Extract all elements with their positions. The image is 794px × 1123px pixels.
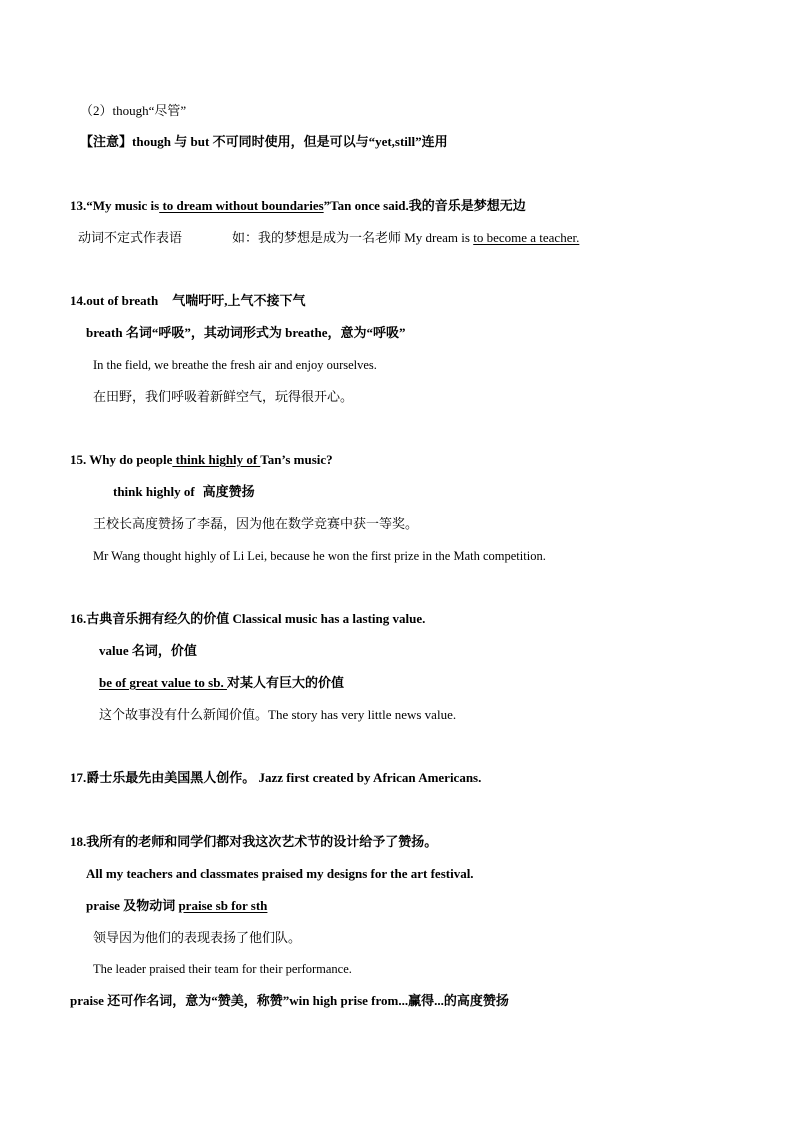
s15-example-cn: 王校长高度赞扬了李磊，因为他在数学竞赛中获一等奖。 xyxy=(93,516,419,531)
s16-phrase-underlined: be of great value to sb. xyxy=(99,675,227,690)
note-text: though 与 but 不可同时使用，但是可以与“yet,still”连用 xyxy=(132,134,448,149)
s13-example xyxy=(232,229,579,247)
s18-praise-line xyxy=(86,897,267,915)
s16-phrase-cn: 对某人有巨大的价值 xyxy=(226,675,344,690)
sentence-18-heading: 18.我所有的老师和同学们都对我这次艺术节的设计给予了赞扬。 xyxy=(70,834,438,849)
s14-breath-line: breath 名词“呼吸”，其动词形式为 breathe，意为“呼吸” xyxy=(86,325,406,340)
though-item: （2）though“尽管” xyxy=(80,103,187,118)
sentence-16-heading: 16.古典音乐拥有经久的价值 Classical music has a lasting value. xyxy=(70,611,426,626)
s16-value-line: value 名词，价值 xyxy=(99,643,197,658)
s13-underlined: to dream without boundaries xyxy=(159,198,324,213)
s15-underlined: think highly of xyxy=(172,452,261,467)
s14-example-en: In the field, we breathe the fresh air and enjoy ourselves. xyxy=(93,358,377,372)
s14-example-cn: 在田野，我们呼吸着新鲜空气，玩得很开心。 xyxy=(93,389,354,404)
s13-sub-label: 动词不定式作表语 xyxy=(78,230,183,245)
s18-example-en: The leader praised their team for their performance. xyxy=(93,962,352,976)
sentence-17-heading: 17.爵士乐最先由美国黑人创作。 Jazz first created by African Americans. xyxy=(70,770,482,785)
s15-post: Tan’s music? xyxy=(260,452,333,467)
s14-heading: 14.out of breath xyxy=(70,293,159,308)
though-note xyxy=(80,133,448,151)
s13-post: ”Tan once said.我的音乐是梦想无边 xyxy=(323,198,526,213)
s14-heading-cn: 气喘吁吁,上气不接下气 xyxy=(172,293,306,308)
sentence-13-heading xyxy=(70,197,526,215)
s15-example-en: Mr Wang thought highly of Li Lei, because he won the first prize in the Math competition. xyxy=(93,549,546,563)
sentence-15-heading xyxy=(70,451,333,469)
s13-example-underlined: to become a teacher. xyxy=(473,230,580,245)
s18-noun-line: praise 还可作名词，意为“赞美，称赞”win high prise from...赢得...的高度赞扬 xyxy=(70,993,509,1008)
s18-english: All my teachers and classmates praised my designs for the art festival. xyxy=(86,866,474,881)
sentence-14-heading xyxy=(70,292,306,310)
s15-phrase-en: think highly of xyxy=(113,484,195,499)
s16-example: 这个故事没有什么新闻价值。The story has very little news value. xyxy=(99,707,457,722)
s15-phrase xyxy=(113,483,255,501)
s18-praise-underlined: praise sb for sth xyxy=(178,898,268,913)
s15-pre: 15. Why do people xyxy=(70,452,173,467)
s13-example-pre: 如：我的梦想是成为一名老师 My dream is xyxy=(232,230,474,245)
s16-phrase xyxy=(99,674,344,692)
s15-phrase-cn: 高度赞扬 xyxy=(202,484,255,499)
s18-example-cn: 领导因为他们的表现表扬了他们队。 xyxy=(93,930,302,945)
note-label: 【注意】 xyxy=(80,134,133,149)
s18-praise-pre: praise 及物动词 xyxy=(86,898,179,913)
s13-pre: 13.“My music is xyxy=(70,198,160,213)
